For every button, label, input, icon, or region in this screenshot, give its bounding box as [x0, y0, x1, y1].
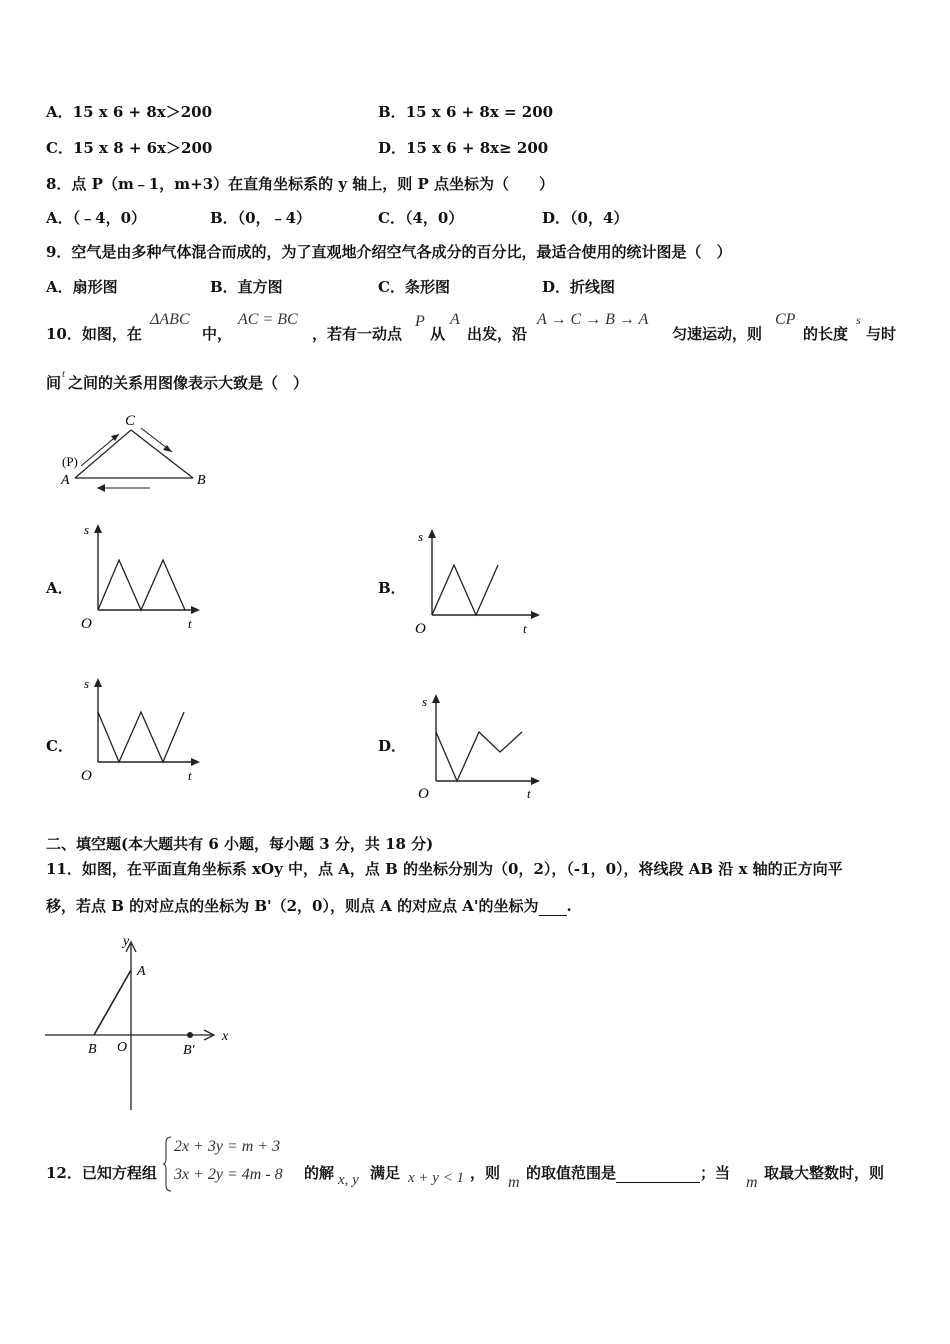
q10-graph-b-label: B．	[378, 579, 406, 597]
graph-d-axis-t: t	[527, 786, 531, 801]
label-c: C	[125, 413, 136, 429]
q10-text-7: 的长度	[803, 325, 849, 343]
q9-option-a: A．扇形图	[46, 278, 118, 296]
q12-math-m: m	[508, 1174, 520, 1191]
graph-d-axis-s: s	[422, 694, 428, 709]
q7-option-c: C．15 ⅹ 8 + 6x＞200	[46, 139, 213, 157]
q12-text-2: 的解	[304, 1164, 335, 1182]
q12-text-5: 的取值范围是 ；当	[526, 1164, 731, 1182]
q11-text-line2: 移，若点 B 的对应点的坐标为 B'（2，0），则点 A 的对应点 A'的坐标为 .	[46, 897, 572, 915]
q10-math-triangle: ΔABC	[150, 311, 190, 328]
label-a: A	[61, 473, 70, 488]
graph-b-origin: O	[415, 621, 426, 637]
q10-graph-c-label: C．	[46, 737, 73, 755]
graph-c-axis-t: t	[188, 768, 192, 783]
q10-graph-b	[412, 523, 552, 638]
q8-option-b: B．（0，﹣4）	[210, 209, 312, 227]
graph-d-origin: O	[418, 786, 429, 802]
q9-option-b: B．直方图	[210, 278, 283, 296]
q10-text-line2a: 间	[46, 374, 62, 392]
q10-text-4: 从	[430, 325, 446, 343]
q11-answer-blank	[539, 899, 567, 916]
q10-math-s: s	[856, 313, 861, 327]
q10-math-cp: CP	[775, 311, 796, 328]
q10-graph-a-label: A．	[46, 579, 73, 597]
q10-graph-a	[78, 518, 218, 633]
graph-a-axis-s: s	[84, 522, 90, 537]
graph-b-axis-t: t	[523, 621, 527, 636]
q8-option-c: C．（4，0）	[378, 209, 464, 227]
graph-a-curve	[98, 560, 185, 610]
q9-option-c: C．条形图	[378, 278, 450, 296]
q10-text-5: 出发，沿	[467, 325, 528, 343]
label-point-b: B	[88, 1042, 97, 1057]
q10-math-a: A	[450, 311, 460, 328]
section-2-title: 二、填空题(本大题共有 6 小题，每小题 3 分，共 18 分)	[46, 835, 434, 853]
label-origin: O	[117, 1040, 128, 1055]
q9-option-d: D．折线图	[542, 278, 616, 296]
q10-text-2: 中，	[202, 325, 233, 343]
q10-text-1: 10．如图，在	[46, 325, 142, 343]
q12-text-7: 取最大整数时，则	[764, 1164, 885, 1182]
label-b: B	[197, 473, 206, 488]
q7-option-d: D．15 ⅹ 6 + 8x≥ 200	[378, 139, 549, 157]
graph-b-axis-s: s	[418, 529, 424, 544]
q12-text-4: ，则	[470, 1164, 501, 1182]
label-point-a: A	[137, 964, 146, 979]
graph-b-curve	[432, 565, 498, 615]
point-b-prime	[187, 1032, 193, 1038]
q12-answer-blank	[616, 1166, 700, 1183]
segment-ab	[94, 970, 131, 1035]
q8-option-d: D．（0，4）	[542, 209, 629, 227]
q10-text-line2b: 之间的关系用图像表示大致是（ ）	[68, 374, 309, 392]
graph-a-origin: O	[81, 616, 92, 632]
q12-math-xy: x, y	[338, 1172, 359, 1188]
q12-text-3: 满足	[370, 1164, 401, 1182]
q9-stem: 9．空气是由多种气体混合而成的，为了直观地介绍空气各成分的百分比，最适合使用的统计图是（ ）	[46, 243, 732, 261]
label-x-axis: x	[222, 1029, 229, 1044]
graph-a-axis-t: t	[188, 616, 192, 631]
graph-d-curve	[436, 732, 522, 781]
graph-c-curve	[98, 712, 184, 762]
q10-text-3: ，若有一动点	[312, 325, 403, 343]
label-p: (P)	[62, 454, 78, 469]
label-point-b-prime: B′	[183, 1043, 195, 1058]
q8-option-a: A．（﹣4，0）	[46, 209, 147, 227]
label-y-axis: y	[123, 934, 130, 949]
q11-coordinate-figure	[40, 930, 240, 1115]
q11-text-line1: 11．如图，在平面直角坐标系 xOy 中，点 A，点 B 的坐标分别为（0，2），（-1，0），将线段 AB 沿 x 轴的正方向平	[46, 860, 843, 878]
q10-graph-c	[78, 670, 218, 785]
q10-graph-d	[412, 690, 552, 805]
graph-c-origin: O	[81, 768, 92, 784]
q12-math-inequality: x + y < 1	[408, 1170, 465, 1186]
q7-option-b: B．15 ⅹ 6 + 8x = 200	[378, 103, 554, 121]
q10-text-6: 匀速运动，则	[672, 325, 763, 343]
q10-triangle-figure	[55, 408, 215, 498]
q12-text-1: 12．已知方程组	[46, 1164, 157, 1182]
q10-math-t: t	[62, 368, 66, 380]
q10-math-equality: AC = BC	[238, 311, 298, 328]
q8-stem: 8．点 P（m﹣1，m+3）在直角坐标系的 y 轴上，则 P 点坐标为（ ）	[46, 175, 555, 193]
q10-text-8: 与时	[866, 325, 897, 343]
q12-equation-2: 3x + 2y = 4m - 8	[174, 1166, 283, 1183]
graph-c-axis-s: s	[84, 676, 90, 691]
q12-equation-1: 2x + 3y = m + 3	[174, 1138, 281, 1155]
q10-math-path: A → C → B → A	[537, 311, 649, 328]
q10-graph-d-label: D．	[378, 737, 407, 755]
q12-math-m2: m	[746, 1174, 758, 1191]
q12-brace	[163, 1135, 173, 1193]
q10-math-p: P	[415, 313, 425, 330]
q7-option-a: A．15 ⅹ 6 + 8x＞200	[46, 103, 213, 121]
